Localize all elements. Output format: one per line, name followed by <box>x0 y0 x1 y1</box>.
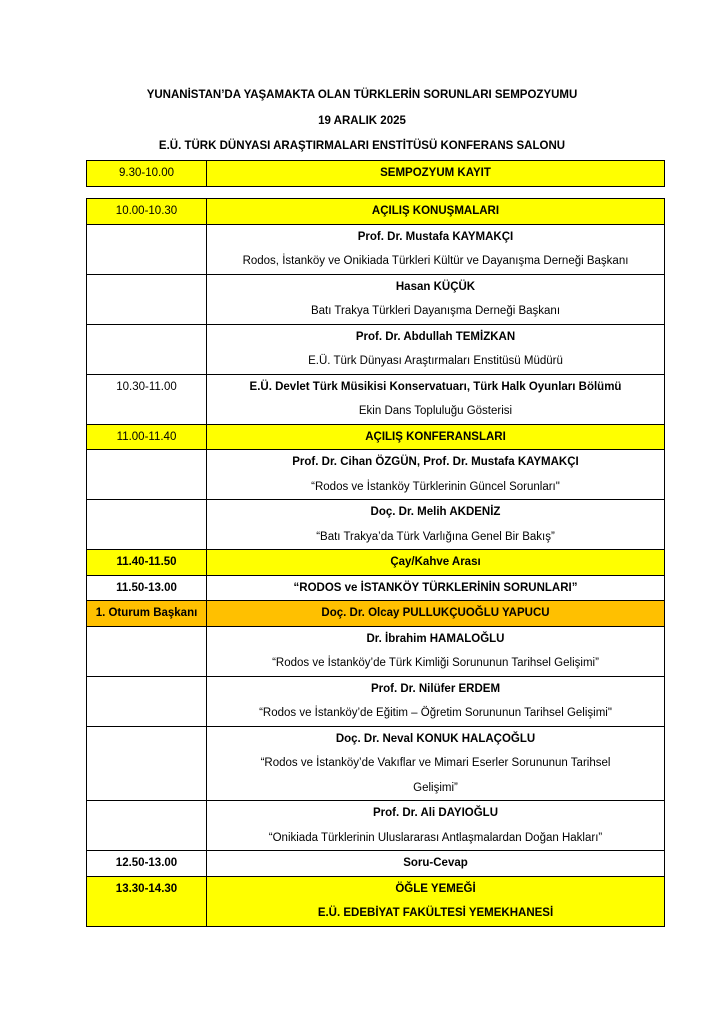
opening-speaker-row <box>87 274 665 324</box>
qa-time: 12.50-13.00 <box>87 851 207 877</box>
conferences-time: 11.00-11.40 <box>87 424 207 450</box>
session-time: 11.50-13.00 <box>87 575 207 601</box>
session-talk-row <box>87 726 665 801</box>
opening-speaker-row <box>87 224 665 274</box>
talk-speaker: Dr. İbrahim HAMALOĞLU <box>366 632 505 645</box>
qa-title: Soru-Cevap <box>207 851 665 877</box>
talk-speaker: Doç. Dr. Melih AKDENİZ <box>370 506 501 518</box>
session-talk-row <box>87 676 665 726</box>
opening-time: 10.00-10.30 <box>87 199 207 225</box>
session-talk-row <box>87 626 665 676</box>
opening-speaker-cell <box>207 324 665 374</box>
empty-time-cell <box>87 224 207 274</box>
opening-speaker-row <box>87 324 665 374</box>
session-row <box>87 575 665 601</box>
coffee-break-time: 11.40-11.50 <box>87 550 207 576</box>
performance-title: E.Ü. Devlet Türk Müsikisi Konservatuarı, Türk Halk Oyunları Bölümü <box>249 380 622 393</box>
speaker-name: Prof. Dr. Abdullah TEMİZKAN <box>355 330 516 343</box>
lunch-cell <box>207 876 665 926</box>
conference-talk-cell <box>207 450 665 500</box>
talk-speaker: Prof. Dr. Ali DAYIOĞLU <box>372 807 499 819</box>
coffee-break-title: Çay/Kahve Arası <box>207 550 665 576</box>
empty-time-cell <box>87 626 207 676</box>
conference-talk-row <box>87 500 665 550</box>
empty-time-cell <box>87 450 207 500</box>
schedule-table <box>86 198 665 927</box>
registration-time: 9.30-10.00 <box>87 161 207 187</box>
coffee-break-row <box>87 550 665 576</box>
registration-title: SEMPOZYUM KAYIT <box>207 161 665 187</box>
session-talk-row <box>87 801 665 851</box>
talk-topic: “Rodos ve İstanköy’de Türk Kimliği Sorununun Tarihsel Gelişimi” <box>272 657 599 669</box>
speaker-role: Rodos, İstanköy ve Onikiada Türkleri Kültür ve Dayanışma Derneği Başkanı <box>242 255 629 267</box>
conference-talk-cell <box>207 500 665 550</box>
speaker-role: E.Ü. Türk Dünyası Araştırmaları Enstitüsü Müdürü <box>308 355 563 367</box>
symposium-venue: E.Ü. TÜRK DÜNYASI ARAŞTIRMALARI ENSTİTÜSÜ KONFERANS SALONU <box>158 140 566 152</box>
conferences-row <box>87 424 665 450</box>
performance-subtitle: Ekin Dans Topluluğu Gösterisi <box>358 405 513 417</box>
opening-speaker-cell <box>207 274 665 324</box>
talk-topic: “Batı Trakya’da Türk Varlığına Genel Bir Bakış” <box>316 530 555 543</box>
lunch-location: E.Ü. EDEBİYAT FAKÜLTESİ YEMEKHANESİ <box>317 907 554 919</box>
registration-row <box>87 161 665 187</box>
talk-speaker: Doç. Dr. Neval KONUK HALAÇOĞLU <box>335 732 536 745</box>
session-talk-cell <box>207 726 665 801</box>
session-talk-cell <box>207 626 665 676</box>
empty-time-cell <box>87 676 207 726</box>
empty-time-cell <box>87 726 207 801</box>
opening-speaker-cell <box>207 224 665 274</box>
session-talk-cell <box>207 676 665 726</box>
session-chair-label: 1. Oturum Başkanı <box>87 601 207 627</box>
symposium-date: 19 ARALIK 2025 <box>318 115 406 127</box>
talk-topic-continued: Gelişimi” <box>413 781 458 794</box>
qa-row <box>87 851 665 877</box>
conference-talk-row <box>87 450 665 500</box>
symposium-title: YUNANİSTAN’DA YAŞAMAKTA OLAN TÜRKLERİN SORUNLARI SEMPOZYUMU <box>146 89 578 101</box>
session-chair-row <box>87 601 665 627</box>
lunch-time: 13.30-14.30 <box>87 876 207 926</box>
empty-time-cell <box>87 500 207 550</box>
talk-speaker: Prof. Dr. Cihan ÖZGÜN, Prof. Dr. Mustafa KAYMAKÇI <box>292 456 579 468</box>
empty-time-cell <box>87 324 207 374</box>
conferences-title: AÇILIŞ KONFERANSLARI <box>207 424 665 450</box>
talk-topic: “Rodos ve İstanköy’de Eğitim – Öğretim Sorununun Tarihsel Gelişimi" <box>259 707 612 719</box>
performance-cell <box>207 374 665 424</box>
session-chair-name: Doç. Dr. Olcay PULLUKÇUOĞLU YAPUCU <box>207 601 665 627</box>
empty-time-cell <box>87 801 207 851</box>
session-title: “RODOS ve İSTANKÖY TÜRKLERİNİN SORUNLARI” <box>207 575 665 601</box>
empty-time-cell <box>87 274 207 324</box>
speaker-role: Batı Trakya Türkleri Dayanışma Derneği Başkanı <box>310 305 561 317</box>
opening-row <box>87 199 665 225</box>
opening-title: AÇILIŞ KONUŞMALARI <box>207 199 665 225</box>
session-talk-cell <box>207 801 665 851</box>
lunch-row <box>87 876 665 926</box>
talk-topic: “Rodos ve İstanköy Türklerinin Güncel Sorunları" <box>311 480 560 493</box>
speaker-name: Prof. Dr. Mustafa KAYMAKÇI <box>357 230 514 243</box>
talk-topic: “Rodos ve İstanköy’de Vakıflar ve Mimari Eserler Sorununun Tarihsel <box>260 757 611 769</box>
speaker-name: Hasan KÜÇÜK <box>395 280 476 293</box>
registration-table <box>86 160 665 187</box>
performance-time: 10.30-11.00 <box>87 374 207 424</box>
lunch-title: ÖĞLE YEMEĞİ <box>395 882 476 895</box>
performance-row <box>87 374 665 424</box>
talk-topic: “Onikiada Türklerinin Uluslararası Antlaşmalardan Doğan Hakları” <box>268 831 603 844</box>
talk-speaker: Prof. Dr. Nilüfer ERDEM <box>370 682 501 695</box>
